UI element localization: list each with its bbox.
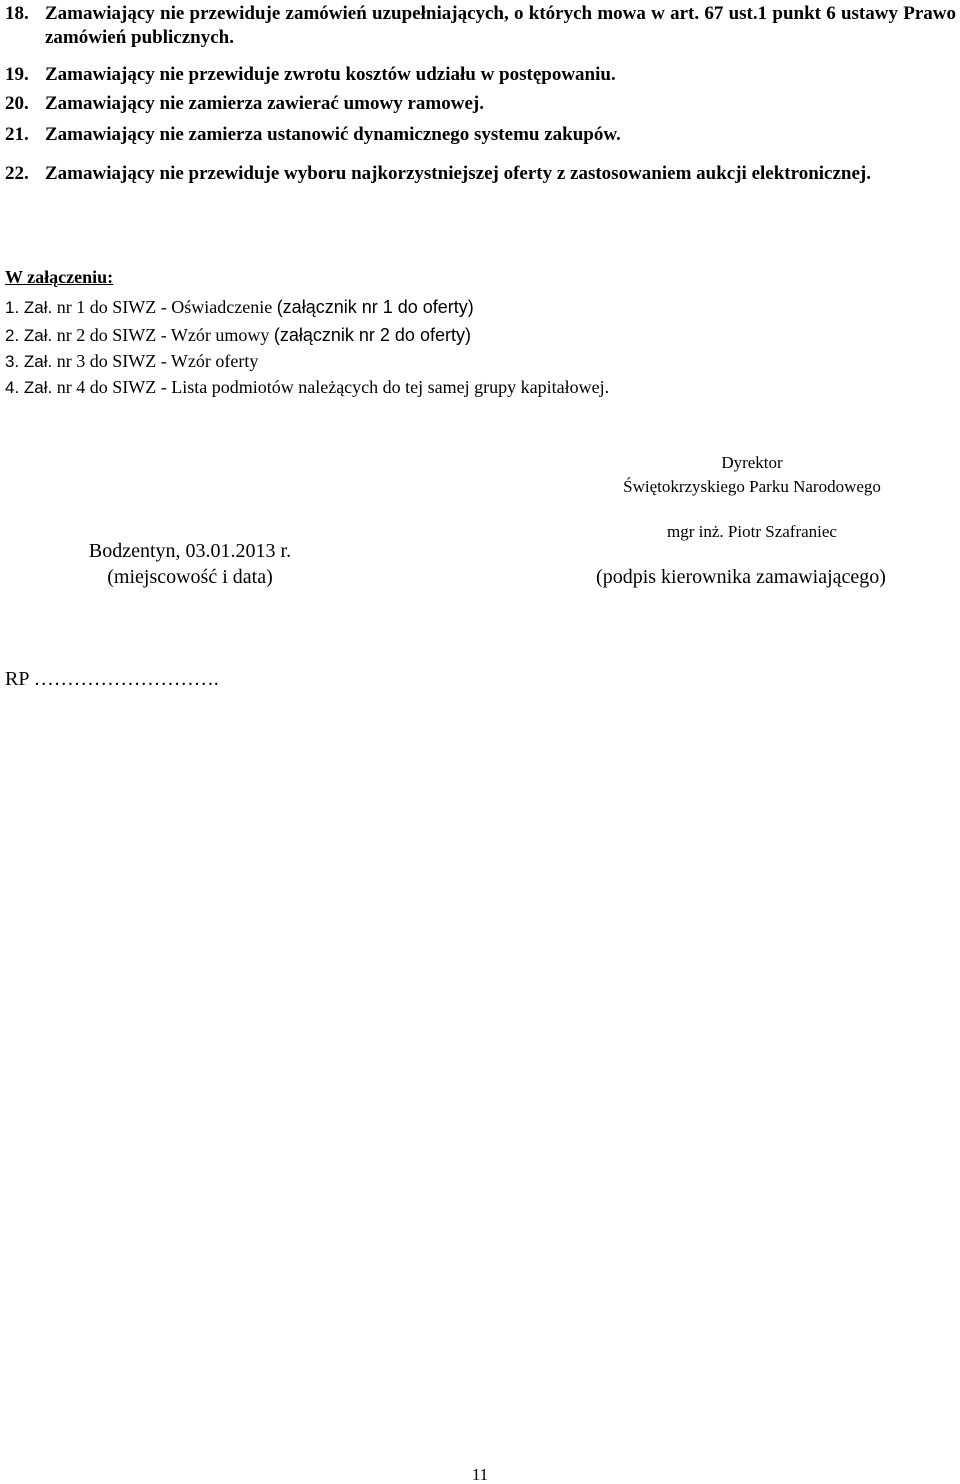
item-text: Zamawiający nie przewiduje zamówień uzupełniających, o których mowa w art. 67 ust.1 punkt 6 ustawy Prawo zamówień publicznych. (45, 3, 956, 48)
signatory-organization: Świętokrzyskiego Parku Narodowego (623, 477, 881, 496)
attachments-heading: W załączeniu: (5, 267, 114, 287)
attachment-item (5, 376, 609, 399)
attachment-paren: (załącznik nr 2 do oferty) (273, 325, 471, 345)
item-number: 20. (5, 93, 29, 114)
attachment-paren: (załącznik nr 1 do oferty) (276, 297, 474, 317)
signatory-name: mgr inż. Piotr Szafraniec (667, 522, 837, 541)
attachment-text: nr 2 do SIWZ - Wzór umowy (52, 325, 274, 345)
item-number: 22. (5, 163, 29, 184)
item-text: Zamawiający nie zamierza ustanowić dynamicznego systemu zakupów. (45, 124, 621, 145)
item-text: Zamawiający nie przewiduje zwrotu kosztów udziału w postępowaniu. (45, 64, 616, 85)
place-date: Bodzentyn, 03.01.2013 r. (88, 540, 292, 562)
attachment-prefix: 1. Zał. (5, 298, 53, 317)
attachment-item (5, 296, 474, 319)
rp-line: RP ………………………. (5, 668, 219, 690)
item-number: 18. (5, 3, 29, 24)
attachment-prefix: 4. Zał. (5, 378, 53, 397)
item-number: 19. (5, 64, 29, 85)
attachment-text: nr 1 do SIWZ - Oświadczenie (52, 297, 277, 317)
attachment-item (5, 324, 471, 347)
attachment-text: nr 4 do SIWZ - Lista podmiotów należących do tej samej grupy kapitałowej. (52, 377, 610, 397)
item-text: Zamawiający nie przewiduje wyboru najkorzystniejszej oferty z zastosowaniem aukcji elektronicznej. (45, 163, 871, 184)
page-number: 11 (471, 1465, 489, 1484)
item-text: Zamawiający nie zamierza zawierać umowy ramowej. (45, 93, 484, 114)
attachment-text: nr 3 do SIWZ - Wzór oferty (52, 351, 259, 371)
place-date-caption: (miejscowość i data) (107, 566, 273, 588)
signatory-position: Dyrektor (721, 453, 783, 472)
attachment-prefix: 3. Zał. (5, 352, 53, 371)
attachment-item (5, 350, 258, 373)
signature-caption: (podpis kierownika zamawiającego) (596, 566, 886, 588)
item-number: 21. (5, 124, 29, 145)
attachment-prefix: 2. Zał. (5, 326, 53, 345)
